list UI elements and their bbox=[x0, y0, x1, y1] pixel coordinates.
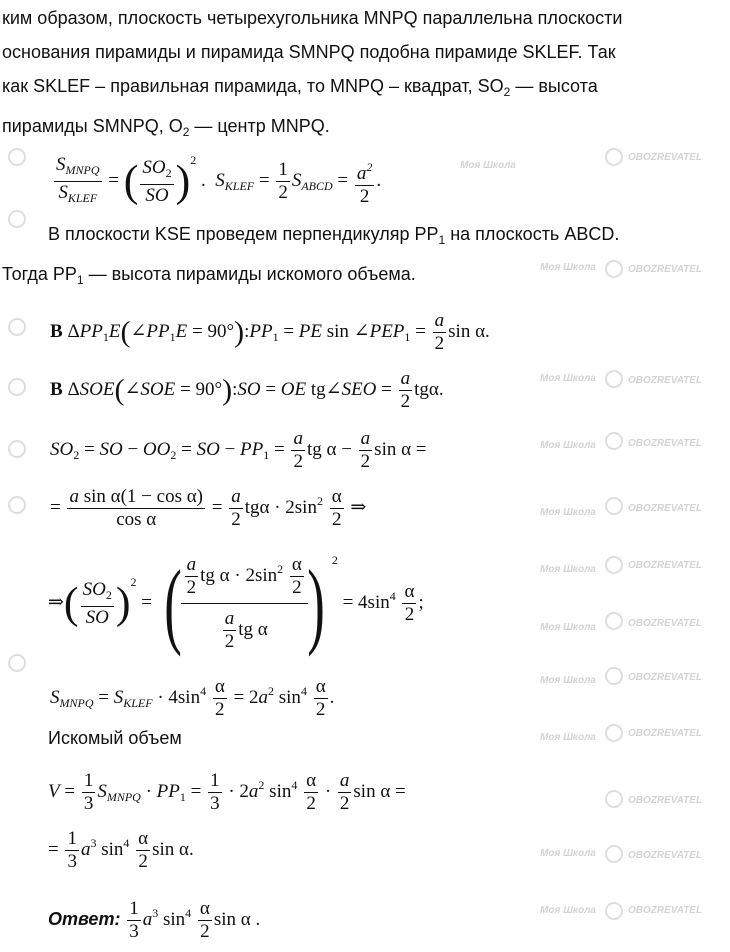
watermark-text: Моя Школа bbox=[540, 622, 596, 633]
subscript-2: 2 bbox=[503, 85, 511, 99]
formula-ratio-squared: ⇒( $\frac{SO_2}{SO}$ )$^2$ = ( $\frac{a}{2}$ tg $\alpha \cdot 2\sin^2$ $\frac{\alpha}{2}$ $\frac{a}{2}$ tg α ) $^2 = 4\sin^4$ $\frac{\alpha}{2}$ ; bbox=[48, 549, 424, 657]
watermark-logo-icon bbox=[605, 790, 623, 808]
watermark-logo-icon bbox=[605, 667, 623, 685]
watermark-text: OBOZREVATEL bbox=[628, 152, 703, 163]
watermark-logo-icon bbox=[8, 378, 26, 396]
formula-so2-line1: $SO_2$ = SO − $OO_2$ = SO − $PP_1$ = $\frac{a}{2}$ tg α − $\frac{a}{2}$ sin α = bbox=[50, 428, 427, 472]
line-7-tail: — высота пирамиды искомого объема. bbox=[83, 264, 416, 284]
watermark-text: Моя Школа bbox=[460, 160, 516, 171]
watermark-logo-icon bbox=[8, 496, 26, 514]
watermark-text: OBOZREVATEL bbox=[628, 618, 703, 629]
line-6-tail: на плоскость ABCD. bbox=[445, 224, 620, 244]
formula-triangle-pp1e: В $\Delta PP_1E(\angle PP_1E$ = $90^\circ):PP_1$ = PE $\sin \angle PEP_1$ = $\frac{a}{2}$ sin α. bbox=[50, 310, 490, 354]
fraction-a2-2: $\frac{a^2}{2}$ bbox=[355, 156, 375, 208]
formula-so2-line2: = $\frac{\text{a sin α(1 − cos α)}}{\text{cos α}}$ = $\frac{a}{2}$ $tg\alpha \cdot 2\sin^2$ $\frac{\alpha}{2}$ ⇒ bbox=[50, 486, 367, 530]
formula-triangle-soe: В ΔSOE(∠SOE = 90°):SO = OE tg∠SEO = $\frac{a}{2}$ tgα. bbox=[50, 368, 444, 412]
paragraph-line-6 bbox=[48, 222, 619, 252]
subscript-1: 1 bbox=[438, 233, 446, 247]
watermark-logo-icon bbox=[605, 724, 623, 742]
watermark-logo-icon bbox=[605, 902, 623, 920]
watermark-text: Моя Школа bbox=[540, 732, 596, 743]
formula-volume-line2: = $\frac{1}{3}$ $a^3$ $\sin^4$ $\frac{\alpha}{2}$ sin α. bbox=[48, 828, 194, 872]
watermark-text: OBOZREVATEL bbox=[628, 375, 703, 386]
watermark-text: Моя Школа bbox=[540, 564, 596, 575]
formula-similarity: $\frac{S_{MNPQ}}{S_{KLEF}}$ = ( $\frac{SO_2}{SO}$ )$^2$ . $S_{KLEF}$ = $\frac{1}{2}$ $S_{ABCD}$ = $\frac{a^2}{2}$ . bbox=[52, 148, 381, 209]
paragraph-line-3 bbox=[2, 74, 598, 104]
paragraph-line-1: ким образом, плоскость четырехугольника MNPQ параллельна плоскости bbox=[2, 8, 623, 28]
watermark-text: OBOZREVATEL bbox=[628, 672, 703, 683]
watermark-logo-icon bbox=[8, 654, 26, 672]
answer-line: Ответ: $\frac{1}{3}$ $a^3$ $\sin^4$ $\frac{\alpha}{2}$ sin α . bbox=[48, 898, 261, 942]
watermark-text: OBOZREVATEL bbox=[628, 905, 703, 916]
answer-label: Ответ: bbox=[48, 908, 121, 929]
watermark-logo-icon bbox=[605, 260, 623, 278]
watermark-logo-icon bbox=[8, 440, 26, 458]
line-4-tail: — центр MNPQ. bbox=[189, 116, 330, 136]
watermark-logo-icon bbox=[605, 497, 623, 515]
watermark-logo-icon bbox=[605, 612, 623, 630]
paragraph-line-12: Искомый объем bbox=[48, 728, 182, 748]
watermark-text: Моя Школа bbox=[540, 848, 596, 859]
watermark-text: OBOZREVATEL bbox=[628, 438, 703, 449]
watermark-text: Моя Школа bbox=[540, 262, 596, 273]
formula-volume-line1: V = $\frac{1}{3}$ $S_{MNPQ} \cdot PP_1$ = $\frac{1}{3}$ · $2a^2$ $\sin^4$ $\frac{\alpha}{2}$ · $\frac{a}{2}$ sin α = bbox=[48, 770, 406, 814]
watermark-text: OBOZREVATEL bbox=[628, 795, 703, 806]
watermark-text: OBOZREVATEL bbox=[628, 503, 703, 514]
watermark-text: Моя Школа bbox=[540, 905, 596, 916]
watermark-text: Моя Школа bbox=[540, 675, 596, 686]
fraction-smnpq-sklef: $\frac{S_{MNPQ}}{S_{KLEF}}$ bbox=[56, 154, 100, 206]
fraction-one-half: $\frac{1}{2}$ bbox=[278, 159, 288, 204]
line-7-text: Тогда PP bbox=[2, 264, 77, 284]
watermark-logo-icon bbox=[605, 148, 623, 166]
paragraph-line-7 bbox=[2, 262, 416, 292]
line-3-tail: — высота bbox=[510, 76, 598, 96]
watermark-text: OBOZREVATEL bbox=[628, 560, 703, 571]
watermark-text: OBOZREVATEL bbox=[628, 728, 703, 739]
watermark-logo-icon bbox=[605, 370, 623, 388]
formula-smnpq: $S_{MNPQ} = S_{KLEF} \cdot 4\sin^4$ $\frac{\alpha}{2}$ = $2a^2$ $\sin^4$ $\frac{\alpha}{2}$ . bbox=[50, 676, 335, 720]
watermark-text: Моя Школа bbox=[540, 440, 596, 451]
watermark-logo-icon bbox=[8, 318, 26, 336]
watermark-logo-icon bbox=[605, 432, 623, 450]
watermark-logo-icon bbox=[8, 148, 26, 166]
subscript-1: 1 bbox=[76, 273, 84, 287]
watermark-text: Моя Школа bbox=[540, 373, 596, 384]
watermark-logo-icon bbox=[8, 210, 26, 228]
line-6-text: В плоскости KSE проведем перпендикуляр PP bbox=[48, 224, 439, 244]
fraction-so2-so: $\frac{SO_2}{SO}$ bbox=[142, 156, 172, 206]
watermark-logo-icon bbox=[605, 556, 623, 574]
watermark-text: OBOZREVATEL bbox=[628, 850, 703, 861]
paragraph-line-4 bbox=[2, 114, 330, 144]
paragraph-line-2: основания пирамиды и пирамида SMNPQ подобна пирамиде SKLEF. Так bbox=[2, 42, 616, 62]
watermark-text: Моя Школа bbox=[540, 507, 596, 518]
line-4-text: пирамиды SMNPQ, O bbox=[2, 116, 183, 136]
watermark-logo-icon bbox=[605, 845, 623, 863]
watermark-text: OBOZREVATEL bbox=[628, 264, 703, 275]
line-3-text: как SKLEF – правильная пирамида, то MNPQ – квадрат, SO bbox=[2, 76, 504, 96]
subscript-2: 2 bbox=[182, 125, 190, 139]
